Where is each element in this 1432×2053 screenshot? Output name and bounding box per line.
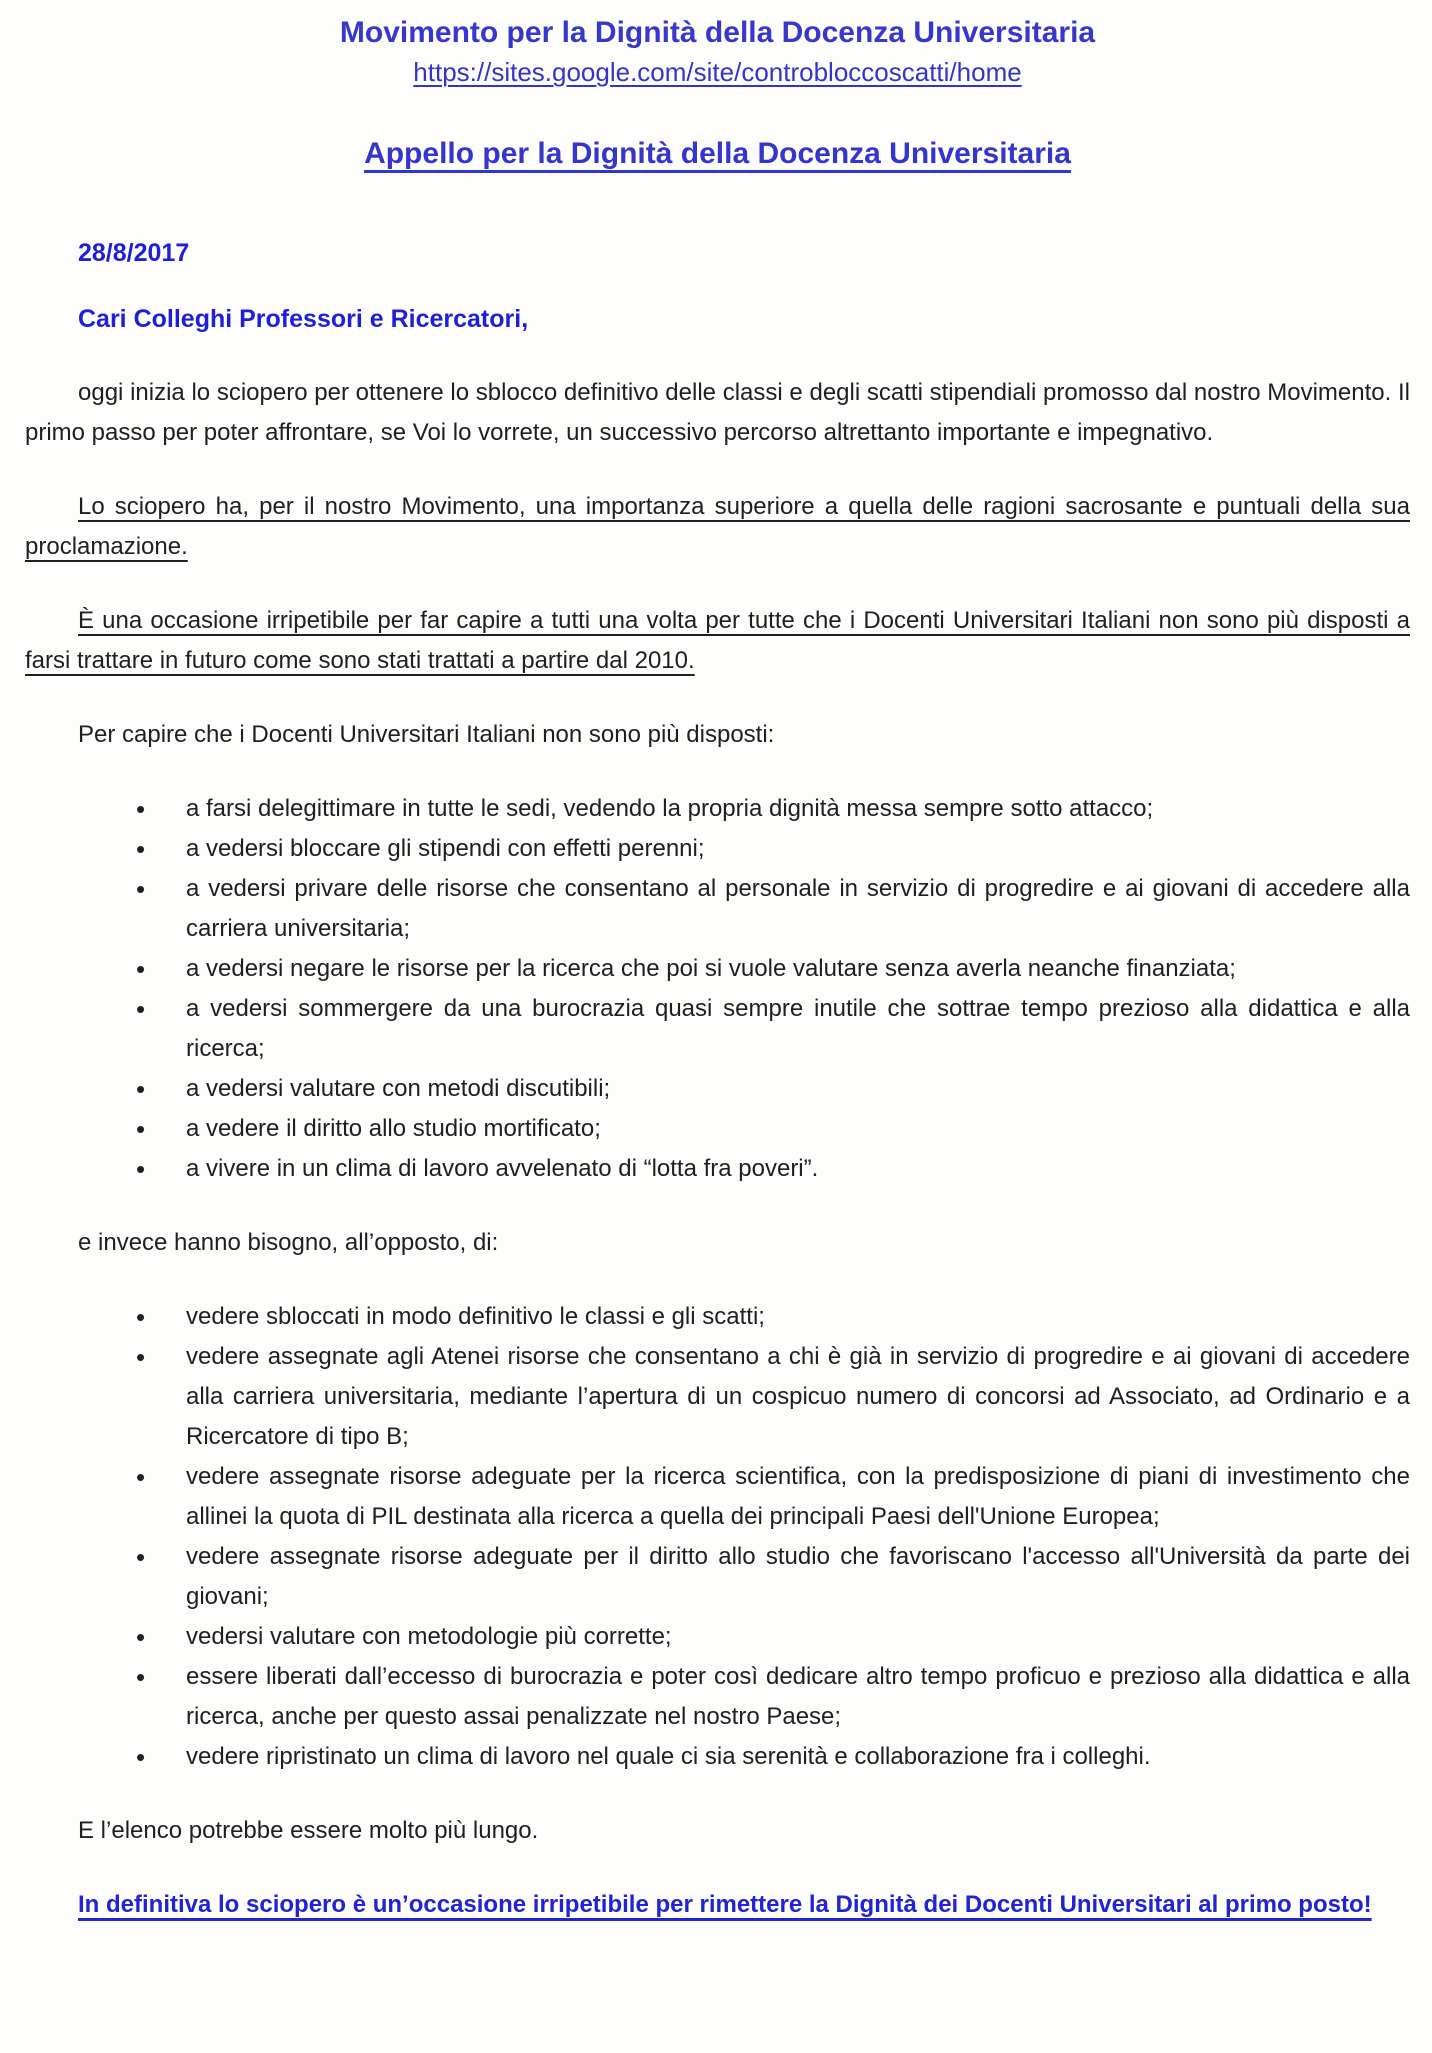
paragraph-final-appeal: In definitiva lo sciopero è un’occasione irripetibile per rimettere la Dignità dei Docenti Universitari al primo posto! [78,1891,1372,1918]
paragraph-occasion: È una occasione irripetibile per far capire a tutti una volta per tutte che i Docenti Universitari Italiani non sono più disposti a farsi trattare in futuro come sono stati trattati a partire dal 2010. [25,607,1410,674]
list-item: • vedere assegnate risorse adeguate per la ricerca scientifica, con la predisposizione di piani di investimento che allinei la quota di PIL destinata alla ricerca a quella dei principali Paesi dell'Unione Europea; [186,1457,1410,1537]
list-item: • a vedersi negare le risorse per la ricerca che poi si vuole valutare senza averla neanche finanziata; [186,949,1410,989]
list-item: • a vedersi sommergere da una burocrazia quasi sempre inutile che sottrae tempo prezioso alla didattica e alla ricerca; [186,989,1410,1069]
list-item: • a vivere in un clima di lavoro avvelenato di “lotta fra poveri”. [186,1149,1410,1189]
paragraph-strike-importance: Lo sciopero ha, per il nostro Movimento, una importanza superiore a quella delle ragioni sacrosante e puntuali della sua proclamazione. [25,493,1410,560]
list-item: • vedere assegnate risorse adeguate per il diritto allo studio che favoriscano l'accesso all'Università da parte dei giovani; [186,1537,1410,1617]
document-title: Movimento per la Dignità della Docenza Universitaria [339,16,1096,49]
list-item: • vedere ripristinato un clima di lavoro nel quale ci sia serenità e collaborazione fra i colleghi. [186,1737,1410,1777]
appeal-heading: Appello per la Dignità della Docenza Universitaria [364,137,1071,170]
list-item: • vedere assegnate agli Atenei risorse che consentano a chi è già in servizio di progredire e ai giovani di accedere alla carriera universitaria, mediante l’apertura di un cospicuo numero di concorsi ad Associato, ad Ordinario e a Ricercatore di tipo B; [186,1337,1410,1457]
site-link-row [25,54,1410,95]
paragraph-closing-list: E l’elenco potrebbe essere molto più lungo. [78,1817,539,1844]
salutation: Cari Colleghi Professori e Ricercatori, [78,305,529,333]
paragraph-intro: oggi inizia lo sciopero per ottenere lo sblocco definitivo delle classi e degli scatti stipendiali promosso dal nostro Movimento. Il primo passo per poter affrontare, se Voi lo vorrete, un successivo percorso altrettanto importante e impegnativo. [25,379,1410,446]
date-line: 28/8/2017 [78,239,190,267]
list-item: • a vedersi valutare con metodi discutibili; [186,1069,1410,1109]
needs-list [25,1297,1410,1777]
list-item: • essere liberati dall’eccesso di burocrazia e poter così dedicare altro tempo proficuo e prezioso alla didattica e alla ricerca, anche per questo assai penalizzate nel nostro Paese; [186,1657,1410,1737]
site-link[interactable]: https://sites.google.com/site/controbloccoscatti/home [413,57,1022,87]
list-item: • a vedersi privare delle risorse che consentano al personale in servizio di progredire e ai giovani di accedere alla carriera universitaria; [186,869,1410,949]
list-item: • vedersi valutare con metodologie più corrette; [186,1617,1410,1657]
list-item: • a vedere il diritto allo studio mortificato; [186,1109,1410,1149]
list-item: • vedere sbloccati in modo definitivo le classi e gli scatti; [186,1297,1410,1337]
list-item: • a vedersi bloccare gli stipendi con effetti perenni; [186,829,1410,869]
document-header [25,12,1410,175]
paragraph-needs-intro: e invece hanno bisogno, all’opposto, di: [78,1229,499,1256]
paragraph-grievances-intro: Per capire che i Docenti Universitari Italiani non sono più disposti: [78,721,775,748]
list-item: • a farsi delegittimare in tutte le sedi, vedendo la propria dignità messa sempre sotto attacco; [186,789,1410,829]
grievances-list [25,789,1410,1189]
